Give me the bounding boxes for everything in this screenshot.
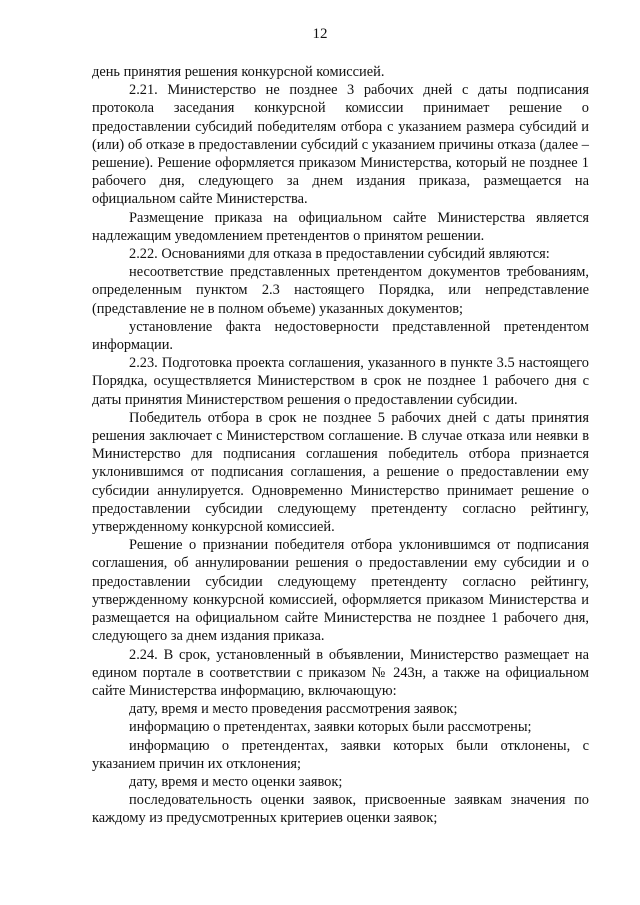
paragraph: день принятия решения конкурсной комиссией. [92,64,385,80]
paragraph: 2.22. Основаниями для отказа в предоставлении субсидий являются: [129,246,550,263]
paragraph: 2.21. Министерство не позднее 3 рабочих дней с даты подписания протокола заседания конкурсной комиссии принимает решение о предоставлении субсидий победителям отбора с указанием размера субсидий и (или) об отказе в предоставлении субсидий с указанием причины отказа (далее – решение). Решение оформляется приказом Министерства, который не позднее 1 рабочего дня, следующего за днем издания приказа, размещается на официальном сайте Министерства. [92,82,589,208]
paragraph: информацию о претендентах, заявки которых были отклонены, с указанием причин их отклонения; [92,737,589,772]
document-body [92,63,589,828]
paragraph: 2.24. В срок, установленный в объявлении, Министерство размещает на едином портале в соответствии с приказом № 243н, а также на официальном сайте Министерства информацию, включающую: [92,646,589,699]
paragraph: дату, время и место проведения рассмотрения заявок; [129,701,458,718]
paragraph: Решение о признании победителя отбора уклонившимся от подписания соглашения, об аннулировании решения о предоставлении ему субсидии и о предоставлении субсидии следующему претенденту согласно рейтингу, утвержденному конкурсной комиссией, оформляется приказом Министерства и размещается на официальном сайте Министерства не позднее 1 рабочего дня, следующего за днем издания приказа. [92,537,589,645]
paragraph: установление факта недостоверности представленной претендентом информации. [92,318,589,354]
paragraph: 2.23. Подготовка проекта соглашения, указанного в пункте 3.5 настоящего Порядка, осуществляется Министерством в срок не позднее 1 рабочего дня с даты принятия Министерством решения о предоставлении субсидии. [92,355,589,408]
paragraph: Размещение приказа на официальном сайте Министерства является надлежащим уведомлением претендентов о принятом решении. [92,209,589,244]
paragraph: информацию о претендентах, заявки которых были рассмотрены; [129,719,532,736]
paragraph: несоответствие представленных претендентом документов требованиям, определенным пунктом 2.3 настоящего Порядка, или непредставление (представление не в полном объеме) указанных документов; [92,264,589,317]
paragraph: Победитель отбора в срок не позднее 5 рабочих дней с даты принятия решения заключает с Министерством соглашение. В случае отказа или неявки в Министерство для подписания соглашения победитель отбора признается уклонившимся от подписания соглашения, а решение о предоставлении ему субсидии аннулируется. Одновременно Министерство принимает решение о предоставлении субсидии следующему претенденту согласно рейтингу, утвержденному конкурсной комиссией. [92,409,589,536]
paragraph: последовательность оценки заявок, присвоенные заявкам значения по каждому из предусмотренных критериев оценки заявок; [92,792,589,827]
paragraph: дату, время и место оценки заявок; [129,773,343,790]
page-number: 12 [312,26,328,42]
